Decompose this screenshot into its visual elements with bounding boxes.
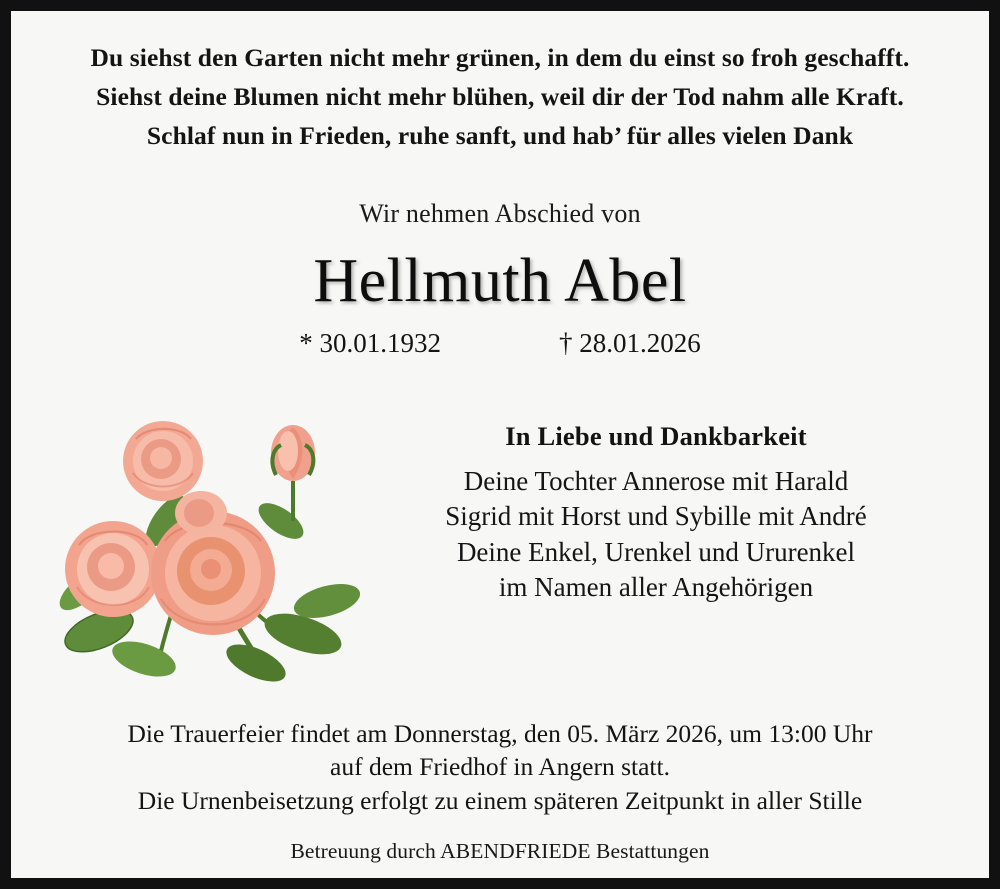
family-line-1: Deine Tochter Annerose mit Harald [463,466,849,497]
poem-line-2: Siehst deine Blumen nicht mehr blühen, weil dir der Tod nahm alle Kraft. [96,81,904,111]
ceremony-line-3: Die Urnenbeisetzung erfolgt zu einem späteren Zeitpunkt in aller Stille [137,785,863,815]
deceased-name: Hellmuth Abel [313,247,687,316]
middle-section [41,401,959,691]
birth-date: * 30.01.1932 [299,328,441,359]
poem-line-3: Schlaf nun in Frieden, ruhe sanft, und hab’ für alles vielen Dank [146,120,854,150]
family-line-2: Sigrid mit Horst und Sybille mit André [445,501,867,532]
family-line-3: Deine Enkel, Urenkel und Ururenkel [456,536,856,567]
poem-block [41,39,959,155]
funeral-provider: Betreuung durch ABENDFRIEDE Bestattungen [290,838,710,863]
life-dates [41,328,959,359]
death-date: † 28.01.2026 [559,328,701,359]
obituary-inner [11,11,989,878]
family-block [371,401,959,604]
family-heading: In Liebe und Dankbarkeit [505,421,807,452]
ceremony-details [41,717,959,816]
family-line-4: im Namen aller Angehörigen [498,571,814,602]
roses-bouquet-icon [41,401,371,691]
ceremony-line-1: Die Trauerfeier findet am Donnerstag, den 05. März 2026, um 13:00 Uhr [127,719,873,749]
ceremony-line-2: auf dem Friedhof in Angern statt. [330,752,670,782]
poem-line-1: Du siehst den Garten nicht mehr grünen, in dem du einst so froh geschafft. [90,43,910,72]
farewell-intro: Wir nehmen Abschied von [359,199,641,229]
